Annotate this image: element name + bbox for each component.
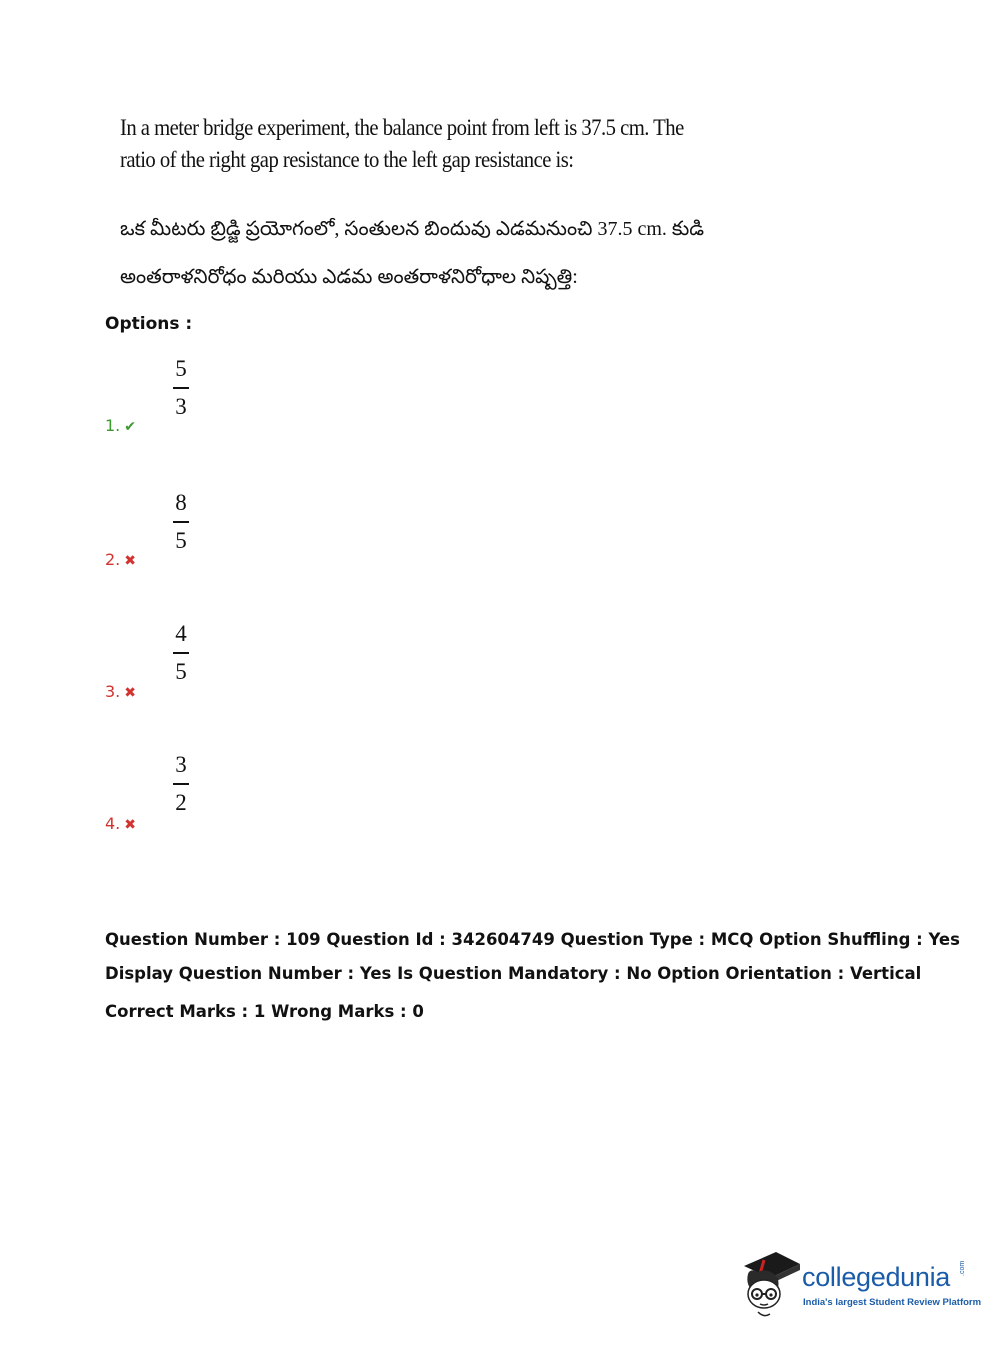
option-4-fraction	[167, 753, 195, 815]
option-1-fraction	[167, 357, 195, 419]
option-1-label	[105, 416, 136, 435]
option-1-denominator: 3	[175, 394, 187, 419]
check-icon: ✔	[124, 419, 136, 435]
option-4-label	[105, 814, 136, 833]
fraction-bar	[173, 783, 189, 785]
option-1-number: 1.	[105, 416, 121, 435]
cross-icon: ✖	[124, 553, 136, 569]
option-2-numerator: 8	[175, 490, 187, 515]
option-2-denominator: 5	[175, 528, 187, 553]
mascot-icon	[740, 1248, 802, 1320]
option-4-numerator: 3	[175, 752, 187, 777]
question-meta-line-2: Display Question Number : Yes Is Question Mandatory : No Option Orientation : Vertical	[105, 964, 922, 983]
question-text-english: In a meter bridge experiment, the balance point from left is 37.5 cm. The ratio of the right gap resistance to the left gap resistance is:	[120, 115, 684, 172]
option-3-fraction	[167, 622, 195, 684]
brand-dotcom: .com	[959, 1260, 966, 1276]
option-3-denominator: 5	[175, 659, 187, 684]
option-2-number: 2.	[105, 550, 121, 569]
fraction-bar	[173, 521, 189, 523]
collegedunia-logo	[740, 1248, 982, 1320]
option-4-denominator: 2	[175, 790, 187, 815]
fraction-bar	[173, 652, 189, 654]
brand-name: collegedunia	[802, 1262, 951, 1292]
option-3-label	[105, 682, 136, 701]
option-3-number: 3.	[105, 682, 121, 701]
option-3-numerator: 4	[175, 621, 187, 646]
cross-icon: ✖	[124, 685, 136, 701]
question-meta-line-1: Question Number : 109 Question Id : 342604749 Question Type : MCQ Option Shuffling : Yes	[105, 930, 960, 949]
option-1-numerator: 5	[175, 356, 187, 381]
option-4-number: 4.	[105, 814, 121, 833]
question-meta-line-3: Correct Marks : 1 Wrong Marks : 0	[105, 1002, 424, 1021]
option-2-label	[105, 550, 136, 569]
question-text-telugu: ఒక మీటరు బ్రిడ్జి ప్రయోగంలో, సంతులన బిందువు ఎడమనుంచి 37.5 cm. కుడి అంతరాళనిరోధం మరియు ఎడమ అంతరాళనిరోధాల నిష్పత్తి:	[120, 218, 705, 288]
option-2-fraction	[167, 491, 195, 553]
cross-icon: ✖	[124, 817, 136, 833]
fraction-bar	[173, 387, 189, 389]
brand-tagline: India's largest Student Review Platform	[803, 1297, 982, 1308]
options-label: Options :	[105, 314, 193, 334]
